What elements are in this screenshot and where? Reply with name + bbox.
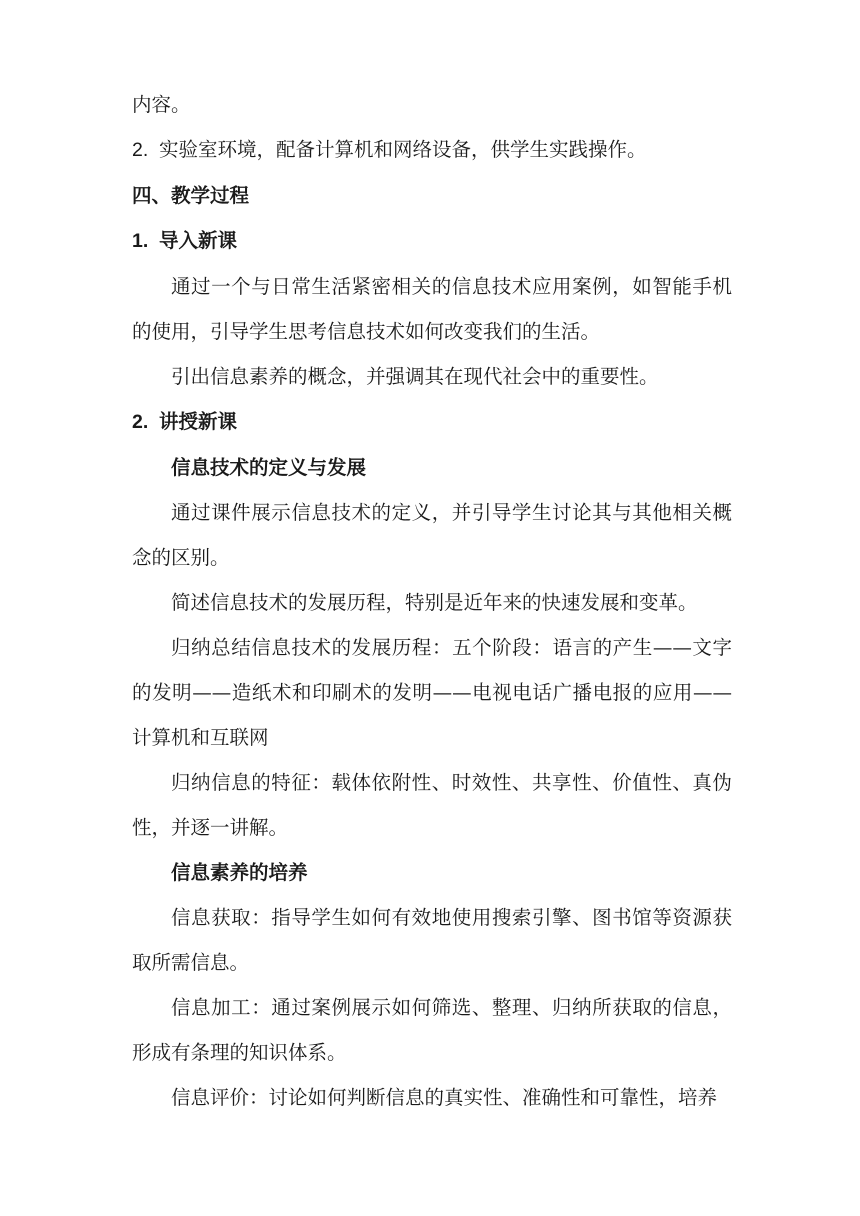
paragraph-intro-concept: 引出信息素养的概念，并强调其在现代社会中的重要性。 <box>171 365 659 388</box>
paragraph-history: 简述信息技术的发展历程，特别是近年来的快速发展和变革。 <box>171 591 698 614</box>
paragraph-acquire: 信息获取：指导学生如何有效地使用搜索引擎、图书馆等资源获取所需信息。 <box>132 906 732 974</box>
paragraph-intro-case: 通过一个与日常生活紧密相关的信息技术应用案例，如智能手机的使用，引导学生思考信息技术如何改变我们的生活。 <box>132 275 732 343</box>
topic-heading-it-definition: 信息技术的定义与发展 <box>171 456 367 479</box>
paragraph-features: 归纳信息的特征：载体依附性、时效性、共享性、价值性、真伪性，并逐一讲解。 <box>132 771 732 839</box>
document-body <box>132 82 732 1120</box>
paragraph-continuation <box>132 82 732 127</box>
heading-text: 讲授新课 <box>159 410 238 433</box>
topic-heading-literacy: 信息素养的培养 <box>171 861 308 884</box>
paragraph-process: 信息加工：通过案例展示如何筛选、整理、归纳所获取的信息，形成有条理的知识体系。 <box>132 996 732 1064</box>
paragraph-text: 内容。 <box>132 93 191 116</box>
paragraph-definition: 通过课件展示信息技术的定义，并引导学生讨论其与其他相关概念的区别。 <box>132 501 732 569</box>
list-number: 2. <box>132 139 149 161</box>
section-heading-4: 四、教学过程 <box>132 184 250 207</box>
subsection-heading-1 <box>132 218 732 264</box>
heading-text: 导入新课 <box>159 229 238 252</box>
heading-number: 1. <box>132 230 149 252</box>
list-item-text: 实验室环境，配备计算机和网络设备，供学生实践操作。 <box>159 138 647 161</box>
heading-number: 2. <box>132 411 149 433</box>
paragraph-evaluate: 信息评价：讨论如何判断信息的真实性、准确性和可靠性，培养 <box>171 1086 718 1109</box>
list-item-2 <box>132 127 732 173</box>
subsection-heading-2 <box>132 399 732 445</box>
paragraph-stages: 归纳总结信息技术的发展历程：五个阶段：语言的产生——文字的发明——造纸术和印刷术的发明——电视电话广播电报的应用——计算机和互联网 <box>132 636 732 749</box>
